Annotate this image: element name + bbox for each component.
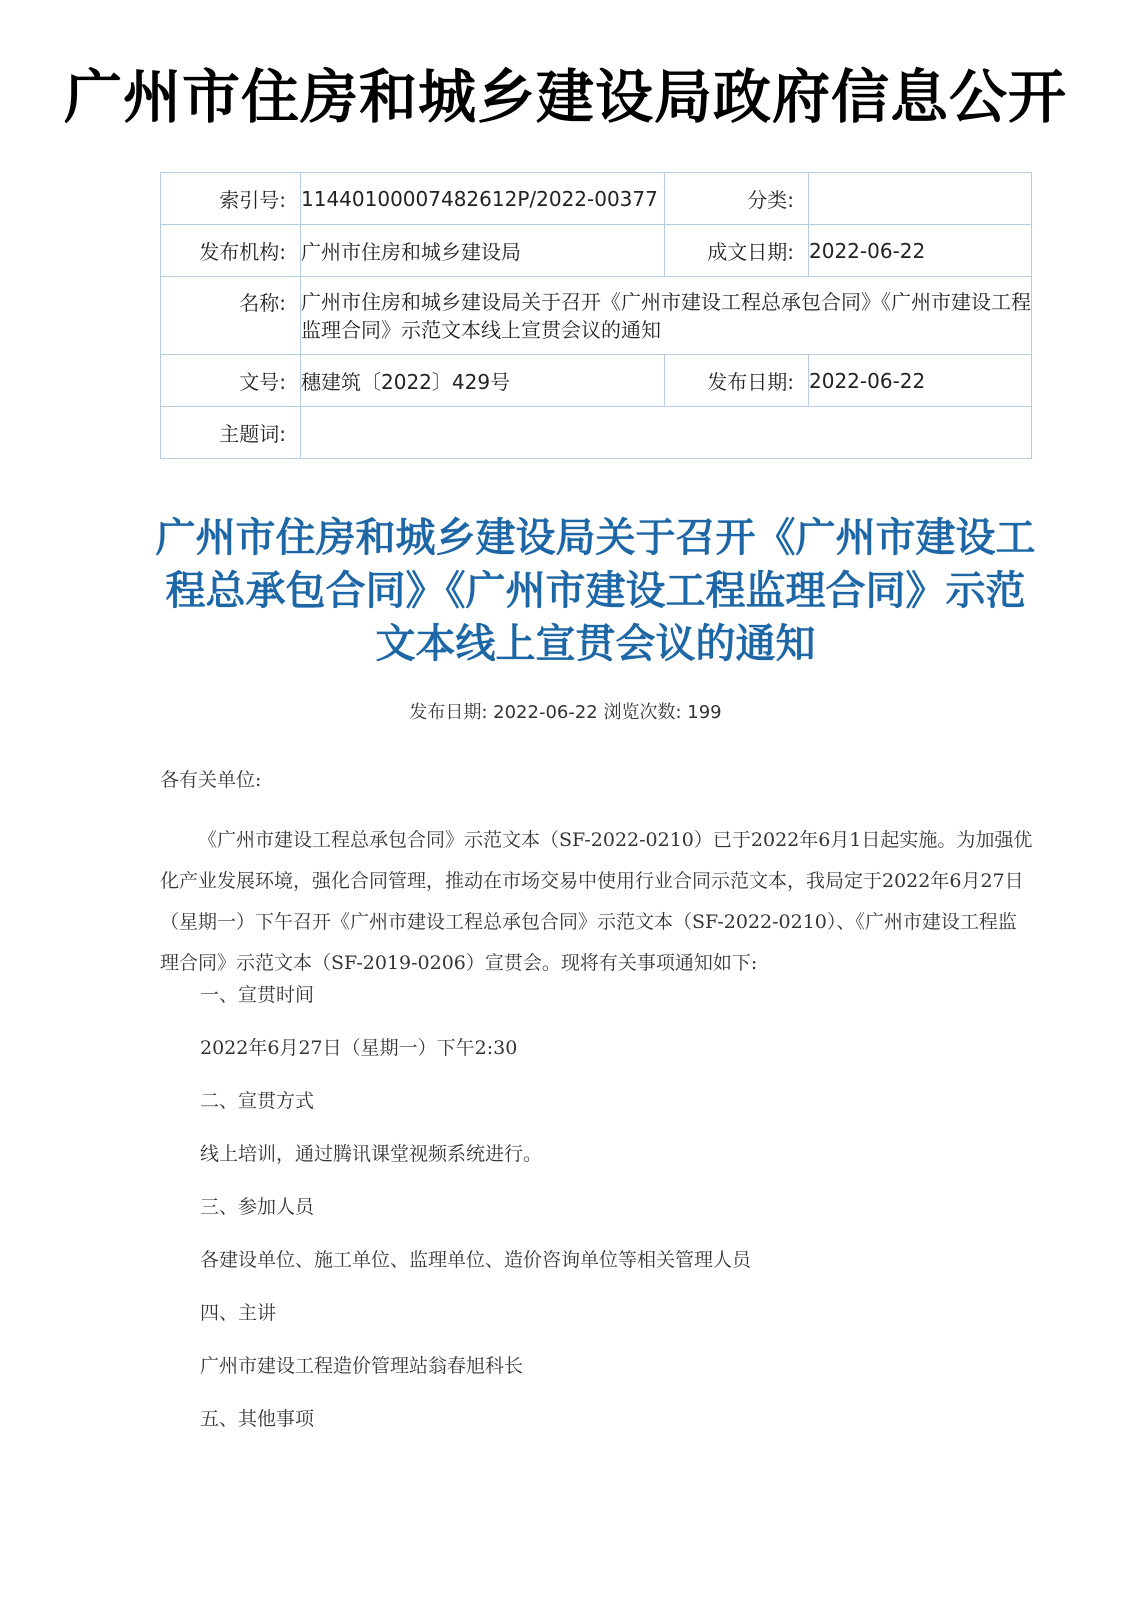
salutation: 各有关单位: (160, 769, 262, 791)
index-label: 索引号: (161, 173, 301, 225)
keywords-value (301, 407, 1032, 459)
article-title: 广州市住房和城乡建设局关于召开《广州市建设工程总承包合同》《广州市建设工程监理合同》示范文本线上宣贯会议的通知 (155, 515, 1036, 667)
name-label: 名称: (161, 277, 301, 355)
keywords-label: 主题词: (161, 407, 301, 459)
section-heading-speaker: 四、主讲 (200, 1302, 277, 1324)
table-row (161, 225, 1032, 277)
org-label: 发布机构: (161, 225, 301, 277)
body-paragraph: 《广州市建设工程总承包合同》示范文本（SF-2022-0210）已于2022年6月1日起实施。为加强优化产业发展环境，强化合同管理，推动在市场交易中使用行业合同示范文本，我局定于2022年6月27日（星期一）下午召开《广州市建设工程总承包合同》示范文本（SF-2022-0210）、《广州市建设工程监理合同》示范文本（SF-2019-0206）宣贯会。现将有关事项通知如下: (160, 829, 1033, 974)
written-date-value: 2022-06-22 (809, 225, 1032, 277)
section-heading-participants: 三、参加人员 (200, 1196, 315, 1218)
publish-info: 发布日期: 2022-06-22 浏览次数: 199 (409, 702, 722, 723)
table-row (161, 407, 1032, 459)
table-row (161, 277, 1032, 355)
index-value: 11440100007482612P/2022-00377 (301, 173, 665, 225)
doc-no-value: 穗建筑〔2022〕429号 (301, 355, 665, 407)
publish-date-value: 2022-06-22 (809, 355, 1032, 407)
time-detail: 2022年6月27日（星期一）下午2:30 (200, 1037, 518, 1059)
org-value: 广州市住房和城乡建设局 (301, 225, 665, 277)
table-row (161, 355, 1032, 407)
table-row (161, 173, 1032, 225)
category-value (809, 173, 1032, 225)
publish-date-label: 发布日期: (665, 355, 809, 407)
name-value: 广州市住房和城乡建设局关于召开《广州市建设工程总承包合同》《广州市建设工程监理合同》示范文本线上宣贯会议的通知 (301, 277, 1032, 355)
info-table (160, 172, 1032, 459)
written-date-label: 成文日期: (665, 225, 809, 277)
section-heading-time: 一、宣贯时间 (200, 984, 315, 1006)
section-heading-other: 五、其他事项 (200, 1408, 315, 1430)
method-detail: 线上培训，通过腾讯课堂视频系统进行。 (200, 1143, 543, 1165)
site-title: 广州市住房和城乡建设局政府信息公开 (63, 63, 1067, 131)
section-heading-method: 二、宣贯方式 (200, 1090, 315, 1112)
speaker-detail: 广州市建设工程造价管理站翁春旭科长 (200, 1355, 524, 1377)
doc-no-label: 文号: (161, 355, 301, 407)
category-label: 分类: (665, 173, 809, 225)
participants-detail: 各建设单位、施工单位、监理单位、造价咨询单位等相关管理人员 (200, 1249, 752, 1271)
